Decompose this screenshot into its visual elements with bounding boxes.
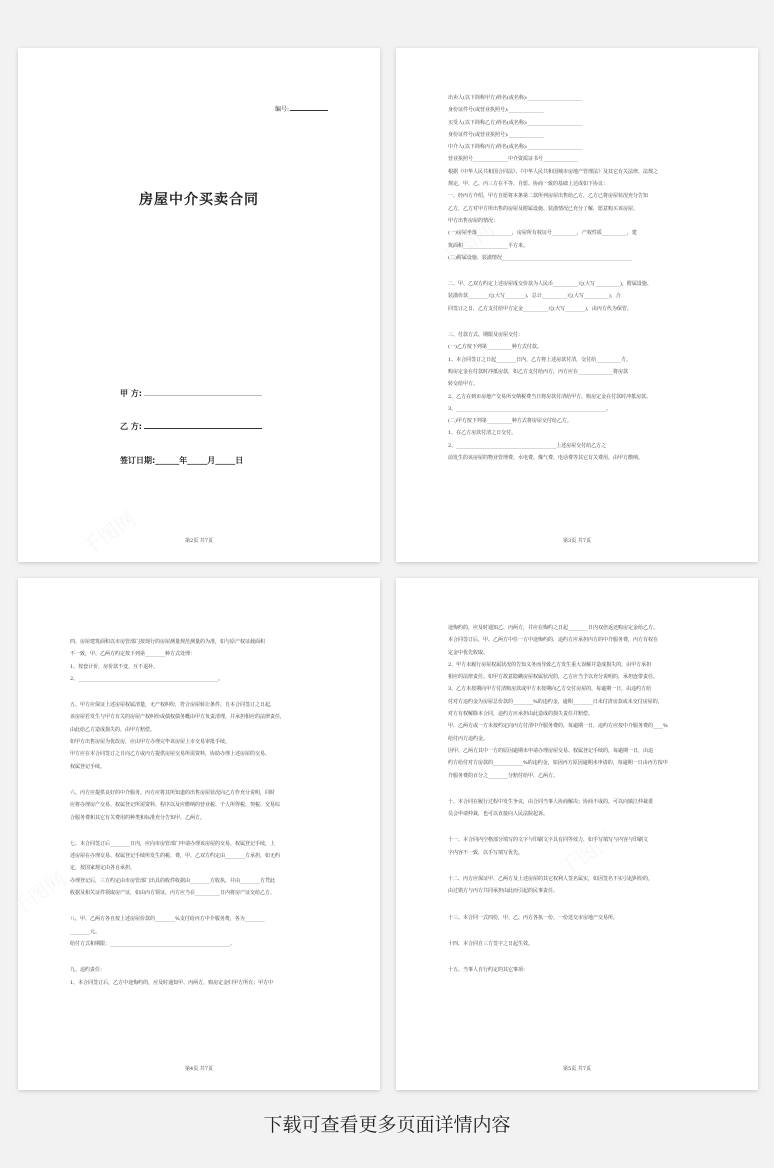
text-line: 该房屋若发生与甲方有关的房屋产权纠纷或债权债务概由甲方负责清理，并承担相应的法律责任，	[70, 714, 286, 721]
text-line: 如甲方出售房屋为优改房，应由甲方办理完毕该房屋上市交易审批手续。	[70, 739, 231, 746]
text-line: 2、乙方在到市房地产交易所交纳税费当日将房款付清给甲方，购房定金在付款时冲抵房款。	[448, 393, 652, 400]
text-line: (一)房屋坐落______________，房屋所有权证号__________，产权性质__________，建	[448, 230, 637, 237]
document-page-3	[18, 578, 380, 1090]
text-line: (二)甲方按下列第__________种方式将房屋交付给乙方。	[448, 418, 572, 425]
text-line: 定金中优先收取。	[448, 649, 489, 656]
text-line: 出卖人(以下简称甲方)姓名(或名称):______________________	[448, 95, 583, 101]
text-line: 约方给付对方房款的____________%的违约金，如因丙方原因逾期未申请的，每逾期一日由丙方按中	[448, 760, 668, 767]
page-body	[448, 92, 710, 464]
text-line: 十五、当事人自行约定的其它事项：	[448, 967, 529, 974]
text-line: 应将办理房产交易、权属登记所需资料、程序以及应缴纳的营业税、个人所得税、契税、交易综	[70, 802, 281, 809]
text-line: 营业执照号______________中介资质证书号______________	[448, 156, 579, 163]
page-number: 第4页 共7页	[185, 1066, 213, 1072]
page-body	[448, 622, 710, 977]
paragraph-spacer	[448, 782, 710, 796]
text-line: 十四、本合同自三方签字之日起生效。	[448, 940, 534, 947]
download-caption: 下载可查看更多页面详情内容	[263, 1114, 511, 1136]
text-line: 七、本合同签订后________日内，应向市房管部门申请办理该房屋的交易、权属登记手续，上	[70, 840, 276, 847]
text-line: 买受人(以下简称乙方)姓名(或名称):______________________	[448, 119, 583, 126]
document-page-2	[396, 48, 758, 562]
text-line: 因甲、乙两方其中一方的原因逾期未申请办理房屋交易、权属登记手续的，每逾期一日，由违	[448, 747, 654, 754]
paragraph-spacer	[448, 859, 710, 873]
text-line: 给付方式和期限：________________________________________________。	[70, 940, 236, 947]
text-line: 九、违约责任：	[70, 967, 106, 974]
text-line: 乙方，乙方对甲方所出售的房屋及附属设施、装潢情况已充分了解，愿意购买该房屋。	[448, 205, 639, 212]
text-line: 不一致，甲、乙两方约定按下列第________种方式处理：	[70, 651, 196, 658]
text-line: 员会申请仲裁，也可以直接向人民法院起诉。	[448, 811, 549, 818]
paragraph-spacer	[448, 264, 710, 278]
text-line: 转交给甲方。	[448, 381, 479, 388]
text-line: 甲方出售房屋的情况：	[448, 217, 499, 224]
text-line: 三、付款方式、期限及房屋交付：	[448, 332, 524, 339]
serial-number-field	[275, 104, 328, 113]
party-b-label: 乙 方:	[120, 422, 142, 431]
text-line: 身份证件号(或营业执照号):______________	[448, 107, 544, 114]
text-line: 根据《中华人民共和国合同法》、《中华人民共和国城市房地产管理法》及其它有关法律、法规之	[448, 168, 659, 175]
paragraph-spacer	[70, 899, 332, 913]
text-line: 权属登记手续。	[70, 763, 106, 770]
text-line: 甲、乙两方或一方未按约定向丙方付清中介服务费的，每逾期一日，违约方应按中介服务费的____%	[448, 723, 668, 730]
text-line: 身份证件号(或营业执照号):______________	[448, 131, 544, 138]
paragraph-spacer	[448, 315, 710, 329]
text-line: 前发生的该房屋的物业管理费、水电费、煤气费、电话费等其它有关费用，由甲方缴纳。	[448, 455, 644, 462]
page-number: 第3页 共7页	[563, 538, 591, 544]
paragraph-spacer	[70, 824, 332, 838]
text-line: 1、在乙方房款付清之日交付。	[448, 430, 517, 437]
text-line: 付对方违约金为房屋总价款的________%的违约金，逾期________日未付清房款或未交付房屋的，	[448, 698, 663, 705]
text-line: 合服务费和其它有关费用的种类和标准充分告知甲、乙两方。	[70, 814, 206, 821]
text-line: 1、本合同签订后，乙方中途悔约的，应及时通知甲、丙两方，购房定金归甲方所有；甲方中	[70, 979, 274, 986]
text-line: 收据及相关证件领取房产证，如由丙方领证，丙方应当在__________日内将房产证交给乙方。	[70, 890, 276, 897]
paragraph-spacer	[448, 898, 710, 912]
paragraph-spacer	[70, 685, 332, 699]
paragraph-spacer	[448, 950, 710, 964]
watermark	[75, 503, 141, 561]
text-line: 十三、本合同一式四份，甲、乙、丙方各执一份，一份送交市房地产交易所。	[448, 914, 619, 921]
paragraph-spacer	[70, 773, 332, 787]
text-line: 甲方应在本合同签订之日向乙方或丙方提供房屋交易所需资料，协助办理上述房屋的交易、	[70, 751, 271, 758]
text-line: 十二、丙方应保证甲、乙两方及上述房屋的其它权利人签名属实，如因签名不实引起纠纷的，	[448, 876, 654, 883]
text-line: 一、经丙方介绍，甲方自愿将本条第二款所列房屋出售给乙方，乙方已将房屋状况充分告知	[448, 193, 649, 200]
text-line: 相应的法律责任。如甲方故意隐瞒房屋权属状况的，乙方应当予以充分说明的，承担连带责任。	[448, 674, 659, 681]
text-line: 筑面积__________________平方米。	[448, 242, 529, 249]
text-line: (一)乙方按下列第__________种方式付款。	[448, 344, 542, 351]
text-line: 购房定金在付款时冲抵房款，如乙方支付给丙方，丙方应在______________将房款	[448, 368, 629, 375]
text-line: 五、甲方应保证上述房屋权属清楚，无产权纠纷，符合房屋转让条件。自本合同签订之日起，	[70, 702, 276, 709]
serial-underline	[290, 104, 328, 111]
text-line: 述房屋在办理交易、权属登记手续所发生的税、费，甲、乙双方约定由________方承担，如无约	[70, 853, 281, 860]
serial-label: 编号:	[274, 106, 289, 113]
text-line: 八、甲、乙两方各自按上述房屋价款的________%支付给丙方中介服务费，各为________	[70, 916, 265, 923]
paragraph-spacer	[448, 820, 710, 834]
text-line: 定，按国家规定由各自承担。	[70, 865, 136, 872]
text-line: 3、____________________________________________________________。	[448, 405, 612, 412]
document-page-cover	[18, 48, 380, 562]
text-line: 中介人(以下简称丙方)姓名(或名称):______________________	[448, 144, 583, 151]
party-b-field	[120, 421, 262, 432]
text-line: 四、房屋建筑面积以市房管部门按现行的房屋测量规范测量的为准，如与原产权证载面积	[70, 639, 266, 645]
text-line: 途悔约的，应及时通知乙、丙两方，并应在悔约之日起________日内双倍返还购房定金给乙方。	[448, 625, 659, 631]
text-line: 1、本合同签订之日起________日内，乙方将上述房款付清，交付给__________方，	[448, 356, 632, 363]
text-line: 由此给乙方造成损失的，由甲方赔偿。	[70, 726, 156, 733]
text-line: 办理登记后，三方约定由市房管部门出具的收件收据由________方收执，并由________方凭此	[70, 877, 276, 884]
text-line: 十一、本合同内空格部分填写的文字与印刷文字具有同等效力，如手写填写与内容与印刷文	[448, 837, 649, 844]
paragraph-spacer	[448, 924, 710, 938]
paragraph-spacer	[70, 950, 332, 964]
document-title: 房屋中介买卖合同	[139, 192, 259, 208]
text-line: 2、甲方未履行房屋权属状况的告知义务而导致乙方发生重大误解并造成损失的，由甲方承担	[448, 661, 652, 668]
party-a-label: 甲 方:	[120, 389, 142, 398]
text-line: 六、丙方应提供良好的中介服务。丙方应将其所知道的出售房屋状况向乙方作充分说明，同时	[70, 789, 276, 796]
page-body	[70, 636, 332, 989]
text-line: 十、本合同在履行过程中发生争议，由合同当事人协商解决；协商不成的，可以向镇江仲裁委	[448, 798, 654, 805]
text-line: 字内容不一致，以手写填写优先。	[448, 849, 524, 856]
text-line: 3、乙方未按期向甲方付清购房款或甲方未按期向乙方交付房屋的，每逾期一日，由违约方给	[448, 686, 652, 693]
page-number: 第2页 共7页	[185, 538, 213, 544]
text-line: 介服务费的百分之________分赔付给甲、乙两方。	[448, 772, 559, 779]
text-line: 同签订之日，乙方支付给甲方定金__________元(大写________)，由丙方代为保管。	[448, 305, 632, 312]
text-line: 2、________________________________________________________。	[70, 675, 224, 682]
text-line: 由过错方与丙方共同承担由此而引起的民事责任。	[448, 888, 559, 895]
party-a-field	[120, 388, 262, 399]
text-line: 2、________________________________________上述房屋交付给乙方之	[448, 442, 607, 449]
watermark	[18, 863, 71, 921]
text-line: 给付丙方违约金。	[448, 735, 489, 742]
text-line: 本合同签订后，甲、乙两方中任一方中途悔约的，违约方应承担丙方的中介服务费，丙方有权在	[448, 637, 659, 644]
sign-date-field: 签订日期:______年_____月_____日	[120, 456, 244, 465]
page-number: 第5页 共7页	[563, 1066, 591, 1072]
text-line: 规定，甲、乙、丙三方在平等、自愿、协商一致的基础上达成如下协议：	[448, 181, 609, 188]
text-line: 1、按套计价，房价款不变，互不退补。	[70, 663, 159, 670]
document-page-4	[396, 578, 758, 1090]
party-b-underline	[144, 421, 262, 429]
party-a-underline	[144, 388, 262, 396]
text-line: 对方有权解除本合同，违约方应承担由此造成的损失责任并赔偿。	[448, 711, 594, 718]
text-line: ________元。	[70, 928, 101, 935]
text-line: (二)附属设施、装潢情况____________________________________________________	[448, 254, 632, 261]
text-line: 二、甲、乙双方约定上述房屋成交价款为人民币__________元(大写__________)，附属设施、	[448, 281, 652, 288]
text-line: 装潢价款________元(大写________)，总计__________元(大写__________)，合	[448, 293, 621, 300]
